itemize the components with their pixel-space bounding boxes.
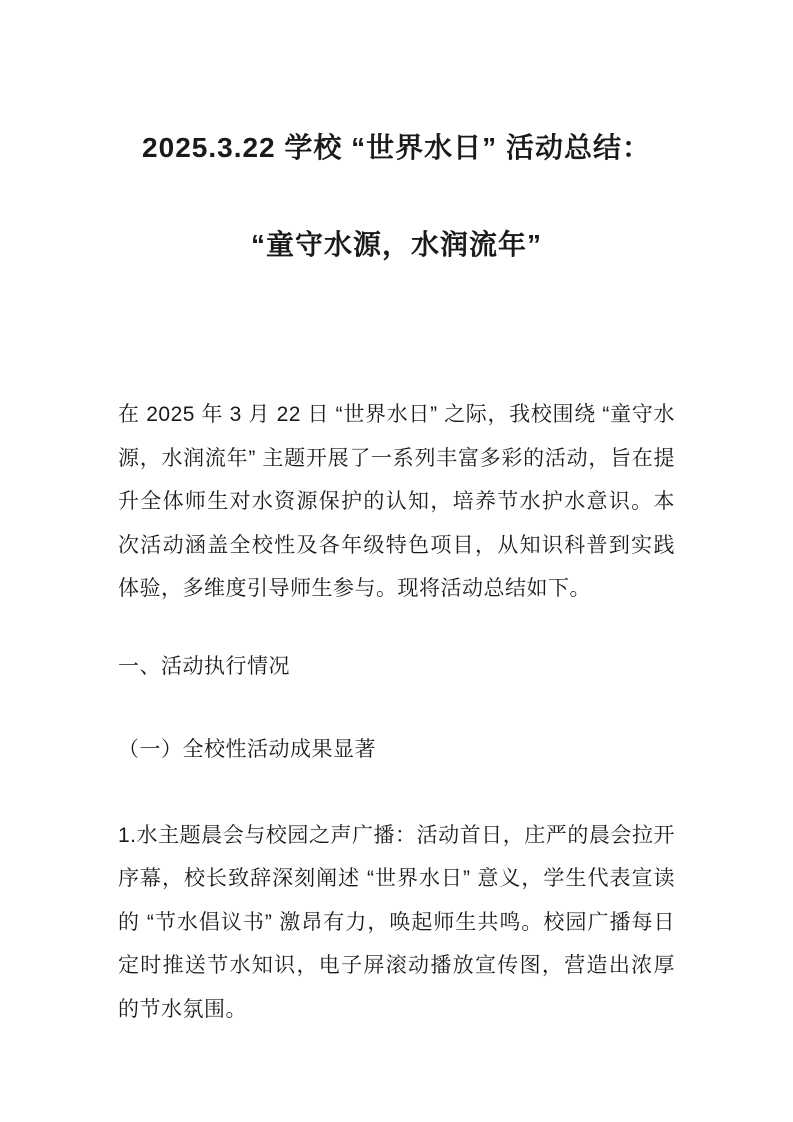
section-1-heading: 一、活动执行情况 [118, 654, 290, 678]
intro-paragraph: 在 2025 年 3 月 22 日 “世界水日” 之际，我校围绕 “童守水源，水润流年” 主题开展了一系列丰富多彩的活动，旨在提升全体师生对水资源保护的认知，培养节水护水意识。本次活动涵盖全校性及各年级特色项目，从知识科普到实践体验，多维度引导师生参与。现将活动总结如下。 [118, 403, 675, 600]
section-1-subsection-1-heading: （一）全校性活动成果显著 [118, 738, 376, 761]
document-title-line1: 2025.3.22 学校 “世界水日” 活动总结： [142, 132, 651, 163]
section-1-subsection-1-item-1: 1.水主题晨会与校园之声广播：活动首日，庄严的晨会拉开序幕，校长致辞深刻阐述 “世界水日” 意义，学生代表宣读的 “节水倡议书” 激昂有力，唤起师生共鸣。校园广播每日定时推送节水知识，电子屏滚动播放宣传图，营造出浓厚的节水氛围。 [118, 823, 675, 1021]
document-title-line2: “童守水源，水润流年” [250, 229, 542, 260]
